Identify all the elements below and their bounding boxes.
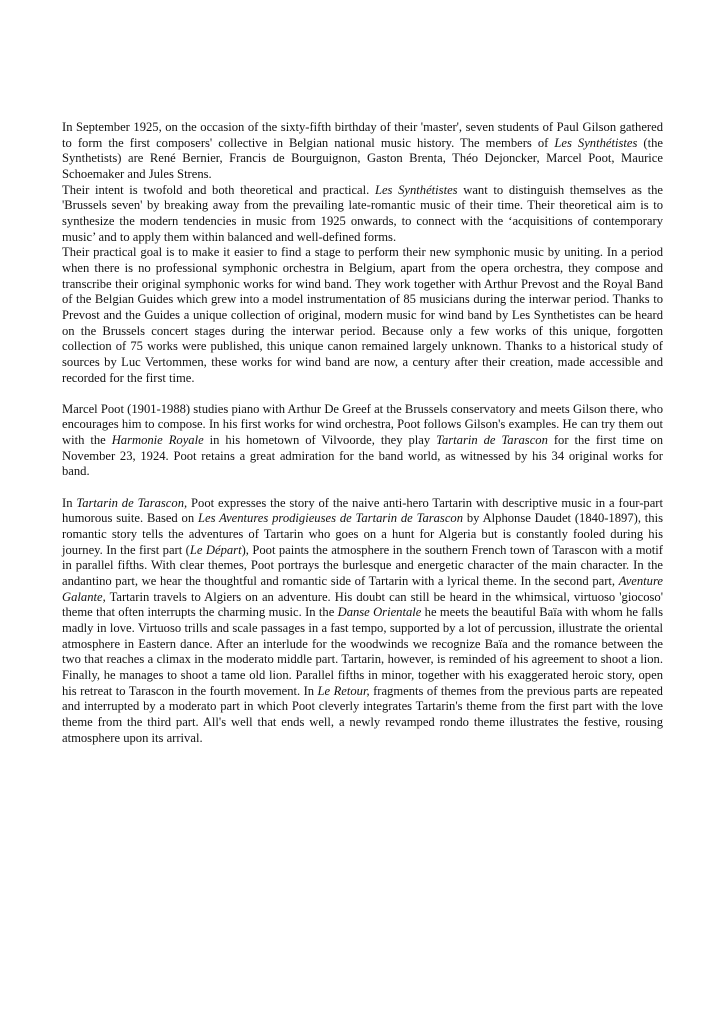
text-run: fragments of themes from the previous parts are repeated and interrupted by a moderato part in which Poot cleverly integrates Tartarin's theme from the first part with the love theme from the third part. All's well that ends well, a newly revamped rondo theme illustrates the festive, rousing atmosphere upon its arrival. [62, 683, 663, 745]
text-run: ), Poot paints the atmosphere in the southern French town of Tarascon with a motif in parallel fifths. With clear themes, Poot portrays the burlesque and energetic character of the main character. In the andantino part, we hear the thoughtful and romantic side of Tartarin with a lyrical theme. In the second part, [62, 542, 664, 588]
document-page [62, 120, 663, 746]
text-run: in his hometown of Vilvoorde, they play [203, 433, 437, 448]
italic-title: Les Synthétistes [374, 182, 458, 197]
italic-title: Danse Orientale [337, 605, 422, 620]
italic-title: Tartarin de Tarascon [436, 433, 548, 448]
italic-title: Tartarin de Tarascon, [76, 495, 188, 510]
paragraph-practical-goal [62, 245, 663, 386]
text-run: In [62, 495, 77, 510]
text-run: want to distinguish themselves as the 'Brussels seven' by breaking away from the prevailing late-romantic music of their time. Their theoretical aim is to synthesize the modern tendencies in music from 1925 onwards, to connect with the ‘acquisitions of contemporary music’ and to apply them within balanced and well-defined forms. [62, 182, 663, 244]
text-run: Tartarin travels to Algiers on an adventure. His doubt can still be heard in the whimsical, virtuoso 'giocoso' theme that often interrupts the charming music. In the [62, 589, 663, 620]
italic-title: Le Retour, [317, 683, 370, 698]
italic-title: Les Aventures prodigieuses de Tartarin de Tarascon [197, 511, 464, 526]
italic-title: Harmonie Royale [111, 433, 204, 448]
text-run: (the Synthetists) are René Bernier, Francis de Bourguignon, Gaston Brenta, Théo Dejoncker, Marcel Poot, Maurice Schoemaker and Jules Strens. [62, 135, 663, 181]
text-run: for the first time on November 23, 1924. Poot retains a great admiration for the band world, as witnessed by his 34 original works for band. [62, 433, 664, 479]
italic-title: Le Départ [189, 542, 242, 557]
text-run: Their intent is twofold and both theoretical and practical. [62, 182, 375, 197]
paragraph-tartarin [62, 496, 663, 747]
italic-title: Aventure Galante, [62, 574, 663, 604]
italic-title: Les Synthétistes [554, 135, 638, 150]
text-run: he meets the beautiful Baïa with whom he falls madly in love. Virtuoso trills and scale passages in a fast tempo, supported by a lot of percussion, illustrate the oriental atmosphere in Eastern dance. After an interlude for the woodwinds we recognize Baïa and the romance between the two that reaches a climax in the moderato middle part. Tartarin, however, is reminded of his agreement to shoot a lion. Finally, he manages to shoot a tame old lion. Parallel fifths in minor, together with his exaggerated heroic story, open his retreat to Tarascon in the fourth movement. In [62, 605, 664, 698]
paragraph-intro [62, 120, 663, 183]
paragraph-intent [62, 183, 663, 246]
text-run: Their practical goal is to make it easier to find a stage to perform their new symphonic music by uniting. In a period when there is no professional symphonic orchestra in Belgium, apart from the opera orchestra, they compose and transcribe their original symphonic works for wind band. They work together with Arthur Prevost and the Royal Band of the Belgian Guides which grew into a model instrumentation of 85 musicians during the interwar period. Thanks to Prevost and the Guides a unique collection of original, modern music for wind band by Les Synthetistes can be heard on the Brussels concert stages during the interwar period. Because only a few works of this unique, forgotten collection of 75 works were published, this unique canon remained largely unknown. Thanks to a historical study of sources by Luc Vertommen, these works for wind band are now, a century after their creation, made accessible and recorded for the first time. [62, 245, 663, 385]
text-run: Marcel Poot (1901-1988) studies piano with Arthur De Greef at the Brussels conservatory and meets Gilson there, who encourages him to compose. In his first works for wind orchestra, Poot follows Gilson's examples. He can try them out with the [62, 401, 663, 448]
text-run: by Alphonse Daudet (1840-1897), this romantic story tells the adventures of Tartarin who goes on a hunt for Algeria but is constantly fooled during his journey. In the first part ( [62, 511, 663, 557]
text-run: Poot expresses the story of the naive anti-hero Tartarin with descriptive music in a four-part humorous suite. Based on [62, 495, 664, 526]
text-run: In September 1925, on the occasion of the sixty-fifth birthday of their 'master', seven students of Paul Gilson gathered to form the first composers' collective in Belgian national music history. The members of [62, 120, 663, 150]
paragraph-marcel-poot [62, 402, 663, 480]
